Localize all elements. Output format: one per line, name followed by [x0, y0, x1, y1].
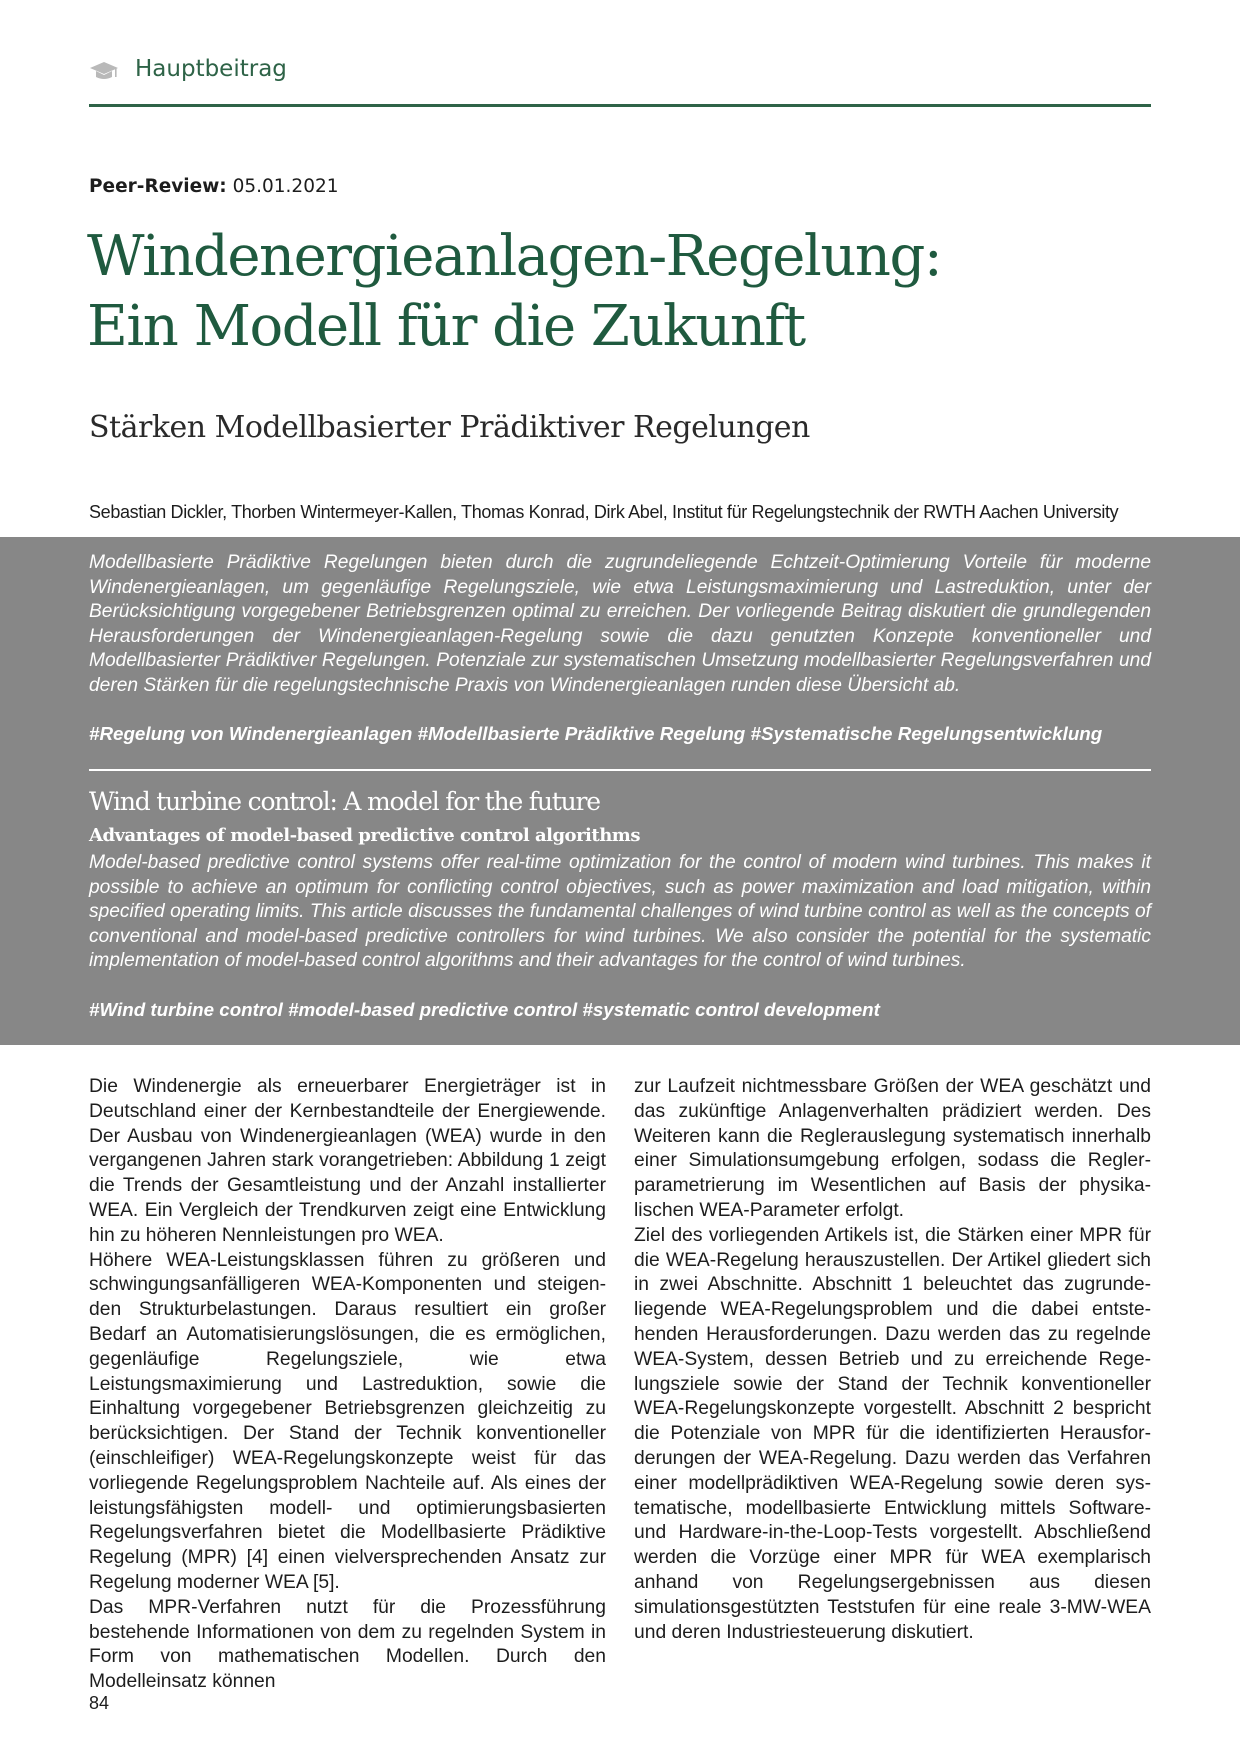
section-label: Hauptbeitrag: [135, 56, 287, 82]
peer-review-date: 05.01.2021: [232, 176, 339, 197]
body-column-right: [634, 1075, 1151, 1645]
abstract-box: [0, 537, 1240, 1045]
abstract-german: Modellbasierte Prädiktive Regelungen bieten durch die zugrundeliegende Echtzeit-Optimierung Vorteile für moderne Windenergieanlagen, um gegenläufige Regelungsziele, wie etwa Leistungsmaximierung und Lastreduktion, unter der Berücksichtigung vorgegebener Betriebsgrenzen optimal zu erreichen. Der vorliegende Beitrag diskutiert die grundlegenden Herausforderungen der Windenergieanlagen-Regelung sowie die dazu genutzten Konzepte konventioneller und Modellbasierter Prädiktiver Regelungen. Potenziale zur systematischen Umsetzung modellbasierter Regelungsverfahren und deren Stärken für die regelungstechnische Praxis von Windenergieanlagen runden diese Übersicht ab.: [89, 552, 1151, 696]
body-column-left: [89, 1075, 606, 1695]
graduation-cap-icon: [89, 60, 119, 82]
page-number: 84: [89, 1693, 110, 1713]
english-subtitle: Advantages of model-based predictive control algorithms: [89, 825, 640, 846]
page-header: [89, 52, 1151, 107]
article-title: [87, 222, 1147, 362]
peer-review-label: Peer-Review:: [89, 176, 227, 197]
author-line: Sebastian Dickler, Thorben Wintermeyer-Kallen, Thomas Konrad, Dirk Abel, Institut für Regelungstechnik der RWTH Aachen University: [89, 502, 1119, 522]
body-paragraph: Ziel des vorliegenden Artikels ist, die Stärken einer MPR für die WEA-Regelung herauszustellen. Der Artikel gliedert sich in zwei Abschnitte. Abschnitt 1 beleuchtet das zugrundeliegende WEA-Regelungsproblem und die dabei entstehenden Herausforderungen. Dazu werden das zu regelnde WEA-System, dessen Betrieb und zu erreichende Regelungsziele sowie der Stand der Technik konventioneller WEA-Regelungskonzepte vorgestellt. Abschnitt 2 bespricht die Potenziale von MPR für die identifizierten Herausforderungen der WEA-Regelung. Dazu werden das Verfahren einer modellprädiktiven WEA-Regelung sowie deren systematische, modellbasierte Entwicklung mittels Software- und Hardware-in-the-Loop-Tests vorgestellt. Abschließend werden die Vorzüge einer MPR für WEA exemplarisch anhand von Regelungsergebnissen aus diesen simulationsgestützten Teststufen für eine reale 3-MW-WEA und deren Industriesteuerung diskutiert.: [634, 1224, 1151, 1643]
keywords-english: #Wind turbine control #model-based predictive control #systematic control development: [89, 999, 880, 1020]
body-paragraph: Das MPR-Verfahren nutzt für die Prozessführung bestehende Informationen von dem zu regelnden System in Form von mathematischen Modellen. Durch den Modelleinsatz können: [89, 1596, 606, 1693]
article-title-line-1: Windenergieanlagen-Regelung:: [87, 224, 942, 289]
keywords-german: #Regelung von Windenergieanlagen #Modellbasierte Prädiktive Regelung #Systematische Regelungsentwicklung: [89, 723, 1103, 744]
peer-review-line: [89, 176, 339, 197]
english-title: Wind turbine control: A model for the future: [89, 787, 600, 816]
abstract-english: Model-based predictive control systems offer real-time optimization for the control of modern wind turbines. This makes it possible to achieve an optimum for conflicting control objectives, such as power maximization and load mitigation, within specified operating limits. This article discusses the fundamental challenges of wind turbine control as well as the concepts of conventional and model-based predictive controllers for wind turbines. We also consider the potential for the systematic implementation of model-based control algorithms and their advantages for the control of wind turbines.: [89, 852, 1151, 971]
abstract-divider: [89, 769, 1151, 771]
article-subtitle: Stärken Modellbasierter Prädiktiver Regelungen: [89, 410, 810, 445]
article-title-line-2: Ein Modell für die Zukunft: [87, 294, 805, 359]
body-paragraph: Die Windenergie als erneuerbarer Energieträger ist in Deutschland einer der Kernbestandteile der Energiewende. Der Ausbau von Windenergieanlagen (WEA) wurde in den vergangenen Jahren stark vorangetrieben: Abbildung 1 zeigt die Trends der Gesamtleistung und der Anzahl installierter WEA. Ein Vergleich der Trendkurven zeigt eine Entwicklung hin zu höheren Nennleistungen pro WEA.: [89, 1076, 606, 1246]
body-paragraph: Höhere WEA-Leistungsklassen führen zu größeren und schwingungsanfälligeren WEA-Komponenten und steigenden Strukturbelastungen. Daraus resultiert ein großer Bedarf an Automatisierungslösungen, die es ermöglichen, gegenläufige Regelungsziele, wie etwa Leistungsmaximierung und Lastreduktion, sowie die Einhaltung vorgegebener Betriebsgrenzen gleichzeitig zu berücksichtigen. Der Stand der Technik konventioneller (einschleifiger) WEA-Regelungskonzepte weist für das vorliegende Regelungsproblem Nachteile auf. Als eines der leistungsfähigsten modell- und optimierungsbasierten Regelungsverfahren bietet die Modellbasierte Prädiktive Regelung (MPR) [4] einen vielversprechenden Ansatz zur Regelung moderner WEA [5].: [89, 1249, 606, 1593]
body-paragraph: zur Laufzeit nichtmessbare Größen der WEA geschätzt und das zukünftige Anlagenverhalten prädiziert werden. Des Weiteren kann die Reglerauslegung systematisch innerhalb einer Simulationsumgebung erfolgen, sodass die Reglerparametrierung im Wesentlichen auf Basis der physikalischen WEA-Parameter erfolgt.: [634, 1076, 1151, 1221]
